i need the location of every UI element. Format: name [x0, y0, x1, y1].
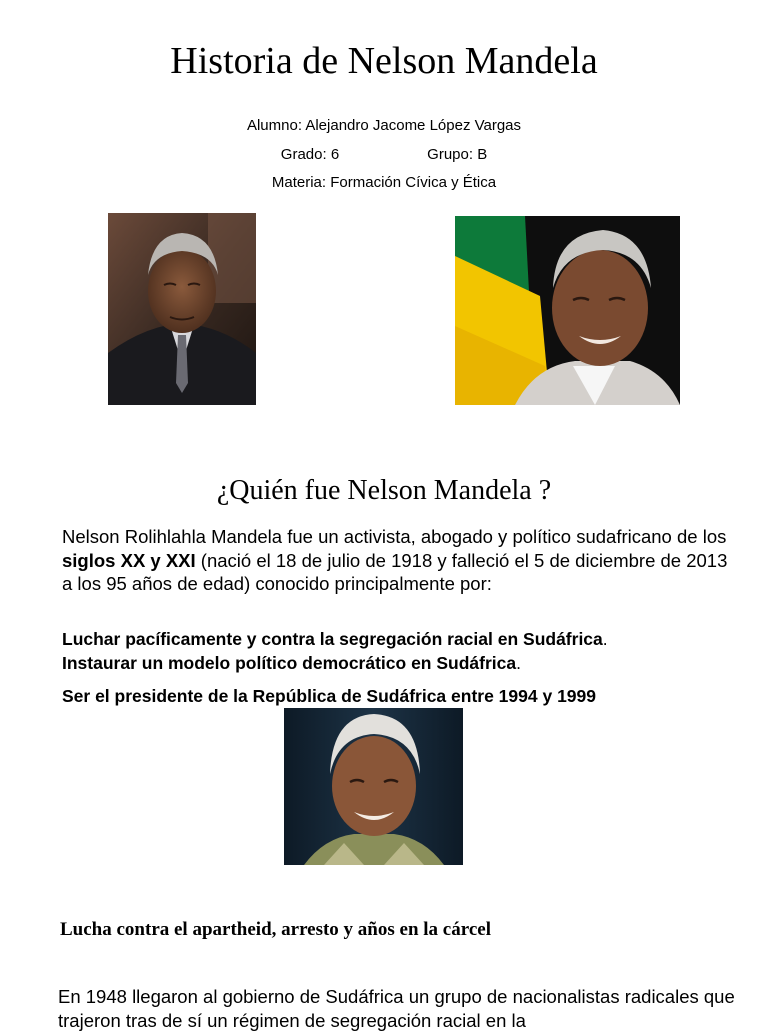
intro-paragraph	[62, 525, 730, 596]
portrait-photo-1	[108, 213, 256, 405]
grade-group-line	[0, 145, 768, 165]
key-point-2-text: Instaurar un modelo político democrático en Sudáfrica	[62, 653, 517, 673]
intro-text-1: Nelson Rolihlahla Mandela fue un activista, abogado y político sudafricano de los	[62, 526, 727, 547]
key-point-3: Ser el presidente de la República de Sudáfrica entre 1994 y 1999	[62, 686, 596, 706]
document-title: Historia de Nelson Mandela	[170, 40, 598, 82]
student-line: Alumno: Alejandro Jacome López Vargas	[246, 117, 522, 134]
key-point-1-text: Luchar pacíficamente y contra la segregación racial en Sudáfrica	[62, 629, 603, 649]
apartheid-paragraph: En 1948 llegaron al gobierno de Sudáfrica un grupo de nacionalistas radicales que trajeron tras de sí un régimen de segregación racial en la	[58, 986, 735, 1031]
subject-line: Materia: Formación Cívica y Ética	[271, 174, 497, 191]
key-point-1-period: .	[602, 629, 608, 649]
grade-text: Grado: 6	[280, 146, 340, 163]
portrait-photo-2	[455, 216, 680, 405]
intro-bold-centuries: siglos XX y XXI	[62, 549, 196, 571]
section-heading-who: ¿Quién fue Nelson Mandela ?	[216, 475, 552, 506]
section-heading-apartheid: Lucha contra el apartheid, arresto y años en la cárcel	[60, 919, 491, 940]
group-text: Grupo: B	[427, 146, 488, 163]
key-point-2-period: .	[516, 653, 521, 673]
key-point-1	[62, 628, 752, 651]
portrait-photo-3	[284, 708, 463, 865]
key-point-2	[62, 652, 752, 675]
intro-text-2: (nació el 18 de julio de 1918 y falleció el 5 de diciembre de 2013 a los 95 años de edad) conocido principalmente por:	[62, 549, 728, 594]
